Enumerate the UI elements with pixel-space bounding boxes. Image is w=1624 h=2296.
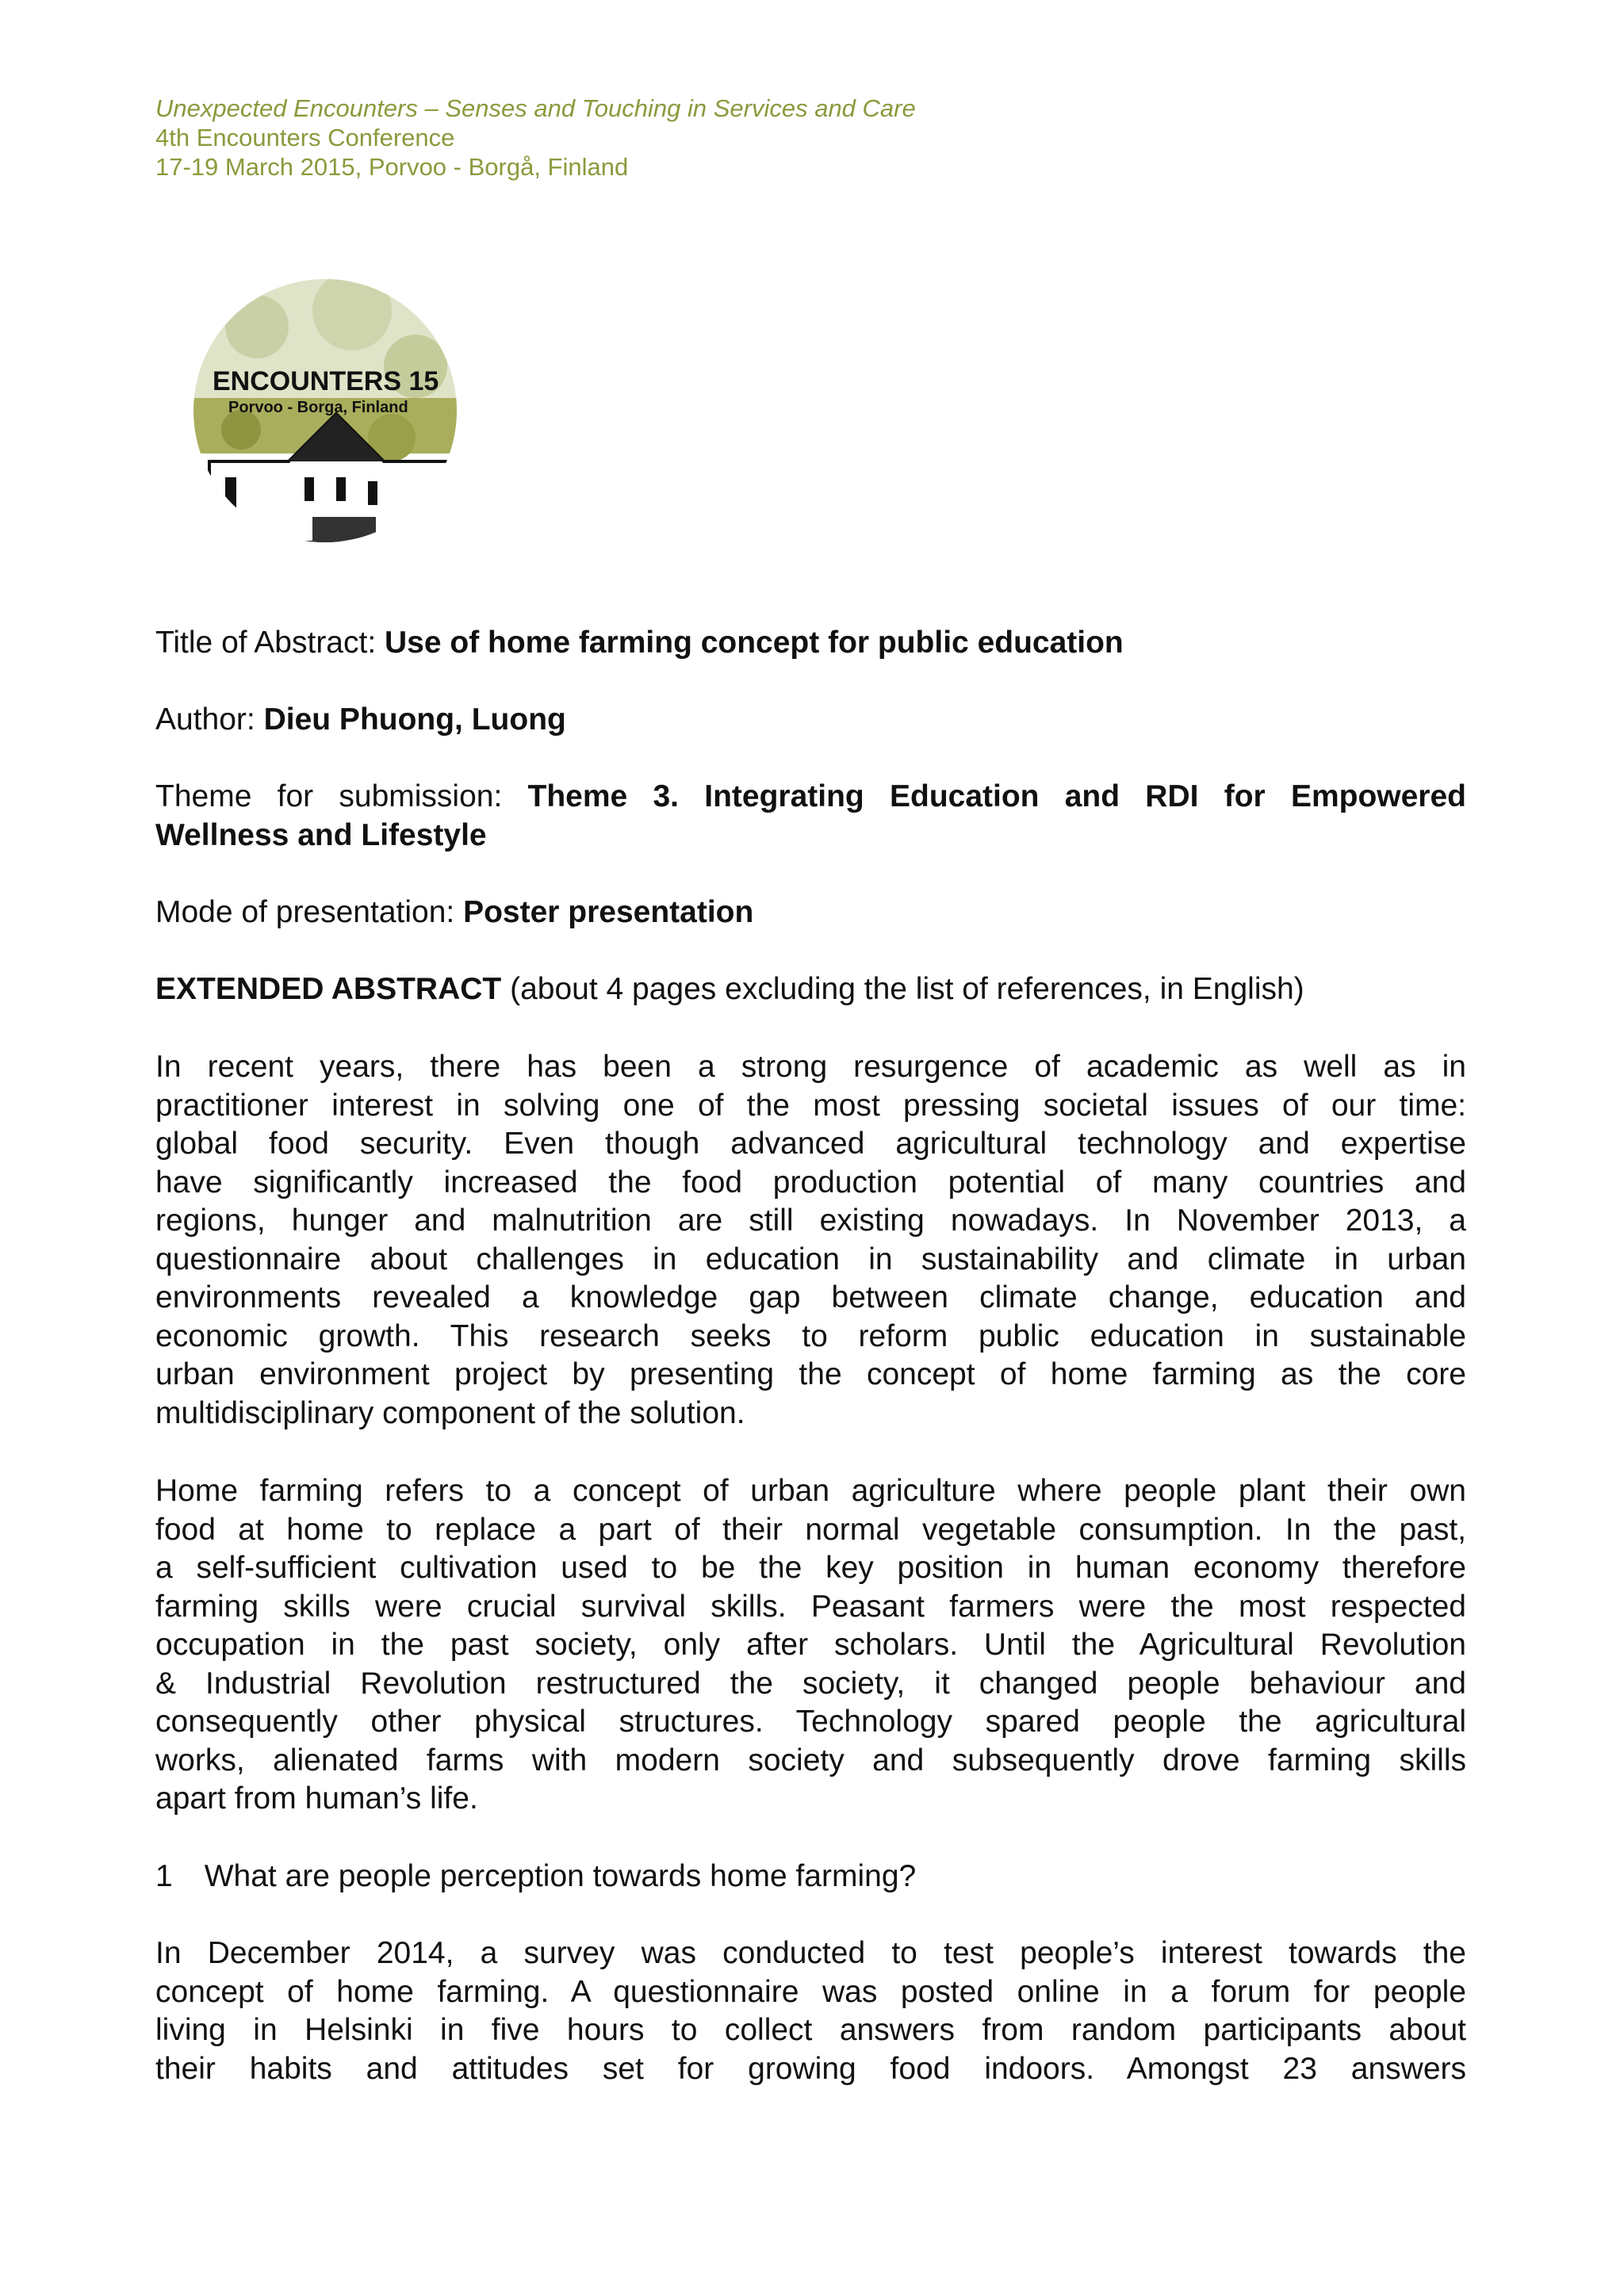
mode-label: Mode of presentation:: [155, 895, 464, 929]
paragraph-line: global food security. Even though advanced agricultural technology and expertise: [155, 1127, 1466, 1161]
abstract-title: Use of home farming concept for public education: [385, 626, 1124, 660]
paragraph-line: In December 2014, a survey was conducted to test people’s interest towards the: [155, 1936, 1466, 1970]
logo-title: ENCOUNTERS 15: [213, 366, 439, 396]
paragraph-line: apart from human’s life.: [155, 1781, 478, 1816]
paragraph-line: farming skills were crucial survival skills. Peasant farmers were the most respected: [155, 1589, 1466, 1624]
paragraph-line: occupation in the past society, only after scholars. Until the Agricultural Revolution: [155, 1628, 1466, 1662]
paragraph-line: food at home to replace a part of their normal vegetable consumption. In the past,: [155, 1512, 1466, 1547]
paragraph-line: multidisciplinary component of the solution.: [155, 1395, 745, 1430]
section-heading-1: [155, 1858, 1466, 1896]
paragraph-line: In recent years, there has been a strong resurgence of academic as well as in: [155, 1050, 1466, 1084]
author-name: Dieu Phuong, Luong: [263, 702, 566, 737]
paragraph-line: environments revealed a knowledge gap between climate change, education and: [155, 1280, 1466, 1314]
encounters-logo: [193, 279, 457, 542]
paragraph-line: urban environment project by presenting the concept of home farming as the core: [155, 1357, 1466, 1391]
paragraph-line: a self-sufficient cultivation used to be the key position in human economy therefore: [155, 1551, 1466, 1585]
extended-label: EXTENDED ABSTRACT: [155, 972, 502, 1006]
paragraph-line: practitioner interest in solving one of the most pressing societal issues of our time:: [155, 1088, 1466, 1123]
theme-line: [155, 778, 1466, 855]
section-number: 1: [155, 1859, 173, 1893]
extended-note: (about 4 pages excluding the list of references, in English): [501, 972, 1304, 1006]
section-title: What are people perception towards home farming?: [204, 1859, 917, 1893]
extended-abstract-heading: [155, 970, 1466, 1009]
abstract-title-line: [155, 624, 1466, 663]
theme-value-cont: Wellness and Lifestyle: [155, 817, 487, 852]
mode-line: [155, 894, 1466, 932]
author-label: Author:: [155, 702, 264, 737]
mode-value: Poster presentation: [463, 895, 754, 929]
paragraph-line: & Industrial Revolution restructured the society, it changed people behaviour and: [155, 1666, 1466, 1701]
conference-dates: 17-19 March 2015, Porvoo - Borgå, Finland: [155, 153, 629, 181]
logo-subtitle: Porvoo - Borga, Finland: [228, 399, 408, 416]
paragraph-line: concept of home farming. A questionnaire was posted online in a forum for people: [155, 1974, 1466, 2009]
paragraph-line: economic growth. This research seeks to reform public education in sustainable: [155, 1318, 1466, 1353]
paragraph-line: their habits and attitudes set for growing food indoors. Amongst 23 answers: [155, 2051, 1466, 2086]
theme-value: Theme 3. Integrating Education and RDI for Empowered: [527, 779, 1466, 813]
paragraph-line: living in Helsinki in five hours to collect answers from random participants about: [155, 2013, 1466, 2047]
paragraph-3: [155, 1934, 1466, 2088]
paragraph-2: [155, 1472, 1466, 1819]
conference-theme: Unexpected Encounters – Senses and Touching in Services and Care: [155, 94, 916, 122]
paragraph-line: works, alienated farms with modern society and subsequently drove farming skills: [155, 1743, 1466, 1777]
paragraph-line: questionnaire about challenges in education in sustainability and climate in urban: [155, 1242, 1466, 1276]
conference-header: [155, 94, 916, 182]
paragraph-line: Home farming refers to a concept of urban agriculture where people plant their own: [155, 1474, 1466, 1508]
title-label: Title of Abstract:: [155, 626, 385, 660]
paragraph-line: have significantly increased the food production potential of many countries and: [155, 1165, 1466, 1200]
paragraph-line: regions, hunger and malnutrition are still existing nowadays. In November 2013, a: [155, 1203, 1466, 1238]
theme-label: Theme for submission:: [155, 779, 528, 813]
author-line: [155, 701, 1466, 740]
paragraph-line: consequently other physical structures. Technology spared people the agricultural: [155, 1705, 1466, 1739]
paragraph-1: [155, 1048, 1466, 1433]
conference-name: 4th Encounters Conference: [155, 124, 455, 151]
